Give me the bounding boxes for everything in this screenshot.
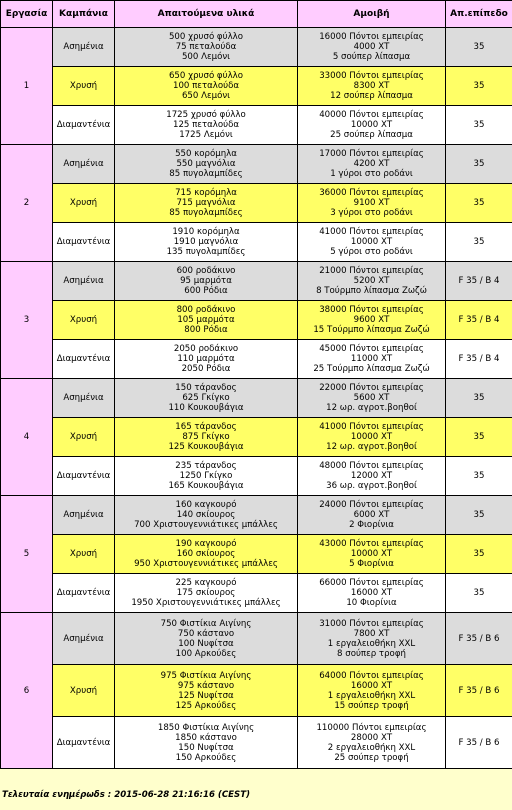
- header-materials: Απαιτούμενα υλικά: [115, 1, 298, 28]
- reward-cell: [298, 535, 446, 574]
- reward-line: 10000 ΧΤ: [350, 237, 393, 247]
- material-line: 800 ροδάκινο: [176, 305, 236, 315]
- campaign-cell: Διαμαντένια: [53, 340, 115, 379]
- header-row: [1, 1, 512, 28]
- material-line: 190 καγκουρό: [175, 539, 237, 549]
- campaign-cell: Ασημένια: [53, 262, 115, 301]
- material-line: 715 μαγνόλια: [176, 198, 236, 208]
- table-row: [1, 717, 512, 769]
- material-line: 140 σκίουρος: [176, 510, 236, 520]
- reward-line: 10000 ΧΤ: [350, 432, 393, 442]
- material-line: 550 κορόμηλα: [175, 149, 237, 159]
- material-line: 1910 κορόμηλα: [172, 227, 240, 237]
- material-line: 2050 ροδάκινο: [173, 344, 239, 354]
- level-cell: 35: [446, 418, 512, 457]
- material-line: 125 Νυφίτσα: [178, 690, 234, 701]
- material-line: 160 σκίουρος: [176, 549, 236, 559]
- reward-line: 33000 Πόντοι εμπειρίας: [319, 71, 424, 81]
- material-line: 95 μαρμότα: [180, 276, 232, 286]
- reward-cell: [298, 418, 446, 457]
- materials-cell: [115, 184, 298, 223]
- task-number: 4: [1, 379, 53, 496]
- reward-cell: [298, 665, 446, 717]
- level-cell: 35: [446, 457, 512, 496]
- reward-line: 12 ωρ. αγροτ.βοηθοί: [326, 442, 417, 452]
- reward-line: 7800 ΧΤ: [353, 628, 390, 639]
- materials-cell: [115, 379, 298, 418]
- reward-cell: [298, 145, 446, 184]
- campaign-cell: Διαμαντένια: [53, 717, 115, 769]
- reward-line: 9100 ΧΤ: [353, 198, 390, 208]
- campaign-cell: Διαμαντένια: [53, 457, 115, 496]
- reward-line: 40000 Πόντοι εμπειρίας: [319, 110, 424, 120]
- level-cell: 35: [446, 535, 512, 574]
- material-line: 125 Κουκουβάγια: [168, 442, 244, 452]
- table-row: [1, 106, 512, 145]
- reward-line: 41000 Πόντοι εμπειρίας: [319, 227, 424, 237]
- table-row: [1, 613, 512, 665]
- reward-cell: [298, 184, 446, 223]
- table-row: [1, 145, 512, 184]
- table-row: [1, 535, 512, 574]
- campaign-cell: Χρυσή: [53, 665, 115, 717]
- table-row: [1, 340, 512, 379]
- reward-line: 41000 Πόντοι εμπειρίας: [319, 422, 424, 432]
- task-number: 5: [1, 496, 53, 613]
- reward-line: 11000 ΧΤ: [350, 354, 393, 364]
- reward-line: 28000 ΧΤ: [350, 732, 393, 743]
- level-cell: 35: [446, 145, 512, 184]
- materials-cell: [115, 28, 298, 67]
- material-line: 150 Αρκούδες: [175, 752, 237, 763]
- material-line: 875 Γκίγκο: [182, 432, 230, 442]
- reward-line: 17000 Πόντοι εμπειρίας: [319, 149, 424, 159]
- material-line: 150 Νυφίτσα: [178, 742, 234, 753]
- reward-line: 10000 ΧΤ: [350, 549, 393, 559]
- level-cell: 35: [446, 28, 512, 67]
- material-line: 600 ροδάκινο: [176, 266, 236, 276]
- reward-cell: [298, 574, 446, 613]
- level-cell: 35: [446, 496, 512, 535]
- reward-line: 110000 Πόντοι εμπειρίας: [316, 722, 427, 733]
- reward-line: 25 Τούρμπο λίπασμα Ζωζώ: [313, 364, 430, 374]
- table-row: [1, 223, 512, 262]
- campaign-cell: Χρυσή: [53, 535, 115, 574]
- material-line: 750 Φιστίκια Αιγίνης: [160, 618, 252, 629]
- material-line: 85 πυγολαμπίδες: [169, 208, 243, 218]
- reward-line: 4000 ΧΤ: [353, 42, 390, 52]
- reward-line: 9600 ΧΤ: [353, 315, 390, 325]
- material-line: 225 καγκουρό: [175, 578, 237, 588]
- level-cell: 35: [446, 574, 512, 613]
- header-reward: Αμοιβή: [298, 1, 446, 28]
- level-cell: F 35 / B 6: [446, 613, 512, 665]
- material-line: 165 τάρανδος: [175, 422, 237, 432]
- reward-line: 38000 Πόντοι εμπειρίας: [319, 305, 424, 315]
- level-cell: 35: [446, 106, 512, 145]
- material-line: 650 χρυσό φύλλο: [168, 71, 244, 81]
- material-line: 235 τάρανδος: [175, 461, 237, 471]
- table-row: [1, 184, 512, 223]
- material-line: 1850 κάστανο: [175, 732, 237, 743]
- reward-cell: [298, 223, 446, 262]
- material-line: 175 σκίουρος: [176, 588, 236, 598]
- materials-cell: [115, 613, 298, 665]
- reward-line: 6000 ΧΤ: [353, 510, 390, 520]
- campaign-cell: Ασημένια: [53, 28, 115, 67]
- reward-line: 8 σούπερ τροφή: [337, 648, 406, 659]
- table-row: [1, 28, 512, 67]
- reward-cell: [298, 496, 446, 535]
- reward-line: 5 σούπερ λίπασμα: [332, 52, 411, 62]
- reward-line: 1 γύροι στο ροδάνι: [330, 169, 413, 179]
- material-line: 950 Χριστουγεννιάτικες μπάλλες: [134, 559, 278, 569]
- campaign-cell: Ασημένια: [53, 496, 115, 535]
- reward-line: 16000 Πόντοι εμπειρίας: [319, 32, 424, 42]
- reward-cell: [298, 262, 446, 301]
- task-number: 6: [1, 613, 53, 769]
- reward-line: 36 ωρ. αγροτ.βοηθοί: [326, 481, 417, 491]
- materials-cell: [115, 496, 298, 535]
- reward-line: 31000 Πόντοι εμπειρίας: [319, 618, 424, 629]
- materials-cell: [115, 106, 298, 145]
- reward-line: 22000 Πόντοι εμπειρίας: [319, 383, 424, 393]
- materials-cell: [115, 340, 298, 379]
- reward-line: 5600 ΧΤ: [353, 393, 390, 403]
- campaign-cell: Διαμαντένια: [53, 574, 115, 613]
- materials-cell: [115, 535, 298, 574]
- reward-cell: [298, 613, 446, 665]
- level-cell: F 35 / B 4: [446, 340, 512, 379]
- table-row: [1, 457, 512, 496]
- material-line: 715 κορόμηλα: [175, 188, 237, 198]
- material-line: 150 τάρανδος: [175, 383, 237, 393]
- reward-line: 66000 Πόντοι εμπειρίας: [319, 578, 424, 588]
- table-row: [1, 379, 512, 418]
- reward-line: 36000 Πόντοι εμπειρίας: [319, 188, 424, 198]
- reward-line: 21000 Πόντοι εμπειρίας: [319, 266, 424, 276]
- material-line: 550 μαγνόλια: [176, 159, 236, 169]
- reward-cell: [298, 340, 446, 379]
- materials-cell: [115, 717, 298, 769]
- material-line: 500 Λεμόνι: [181, 52, 231, 62]
- reward-line: 3 γύροι στο ροδάνι: [330, 208, 413, 218]
- material-line: 1910 μαγνόλια: [173, 237, 239, 247]
- table-row: [1, 301, 512, 340]
- material-line: 125 Αρκούδες: [175, 700, 237, 711]
- material-line: 1850 Φιστίκια Αιγίνης: [157, 722, 255, 733]
- reward-cell: [298, 717, 446, 769]
- task-number: 1: [1, 28, 53, 145]
- level-cell: F 35 / B 4: [446, 262, 512, 301]
- material-line: 1250 Γκίγκο: [179, 471, 233, 481]
- table-row: [1, 665, 512, 717]
- material-line: 105 μαρμότα: [177, 315, 235, 325]
- reward-cell: [298, 457, 446, 496]
- level-cell: F 35 / B 4: [446, 301, 512, 340]
- material-line: 1950 Χριστουγεννιάτικες μπάλλες: [131, 598, 281, 608]
- reward-line: 5200 ΧΤ: [353, 276, 390, 286]
- materials-cell: [115, 223, 298, 262]
- reward-line: 43000 Πόντοι εμπειρίας: [319, 539, 424, 549]
- table-row: [1, 496, 512, 535]
- reward-cell: [298, 28, 446, 67]
- material-line: 110 μαρμότα: [177, 354, 235, 364]
- materials-cell: [115, 145, 298, 184]
- material-line: 975 Φιστίκια Αιγίνης: [160, 670, 252, 681]
- reward-line: 16000 ΧΤ: [350, 680, 393, 691]
- material-line: 500 χρυσό φύλλο: [168, 32, 244, 42]
- campaign-cell: Χρυσή: [53, 67, 115, 106]
- table-row: [1, 418, 512, 457]
- materials-cell: [115, 67, 298, 106]
- reward-line: 15 σούπερ τροφή: [334, 700, 409, 711]
- material-line: 160 καγκουρό: [175, 500, 237, 510]
- reward-line: 25 σούπερ τροφή: [334, 752, 409, 763]
- table-body: [1, 28, 512, 769]
- header-campaign: Καμπάνια: [53, 1, 115, 28]
- table-row: [1, 574, 512, 613]
- reward-line: 5 Φιορίνια: [349, 559, 394, 569]
- reward-line: 10000 ΧΤ: [350, 120, 393, 130]
- material-line: 135 πυγολαμπίδες: [166, 247, 246, 257]
- campaign-cell: Χρυσή: [53, 418, 115, 457]
- material-line: 600 Ρόδια: [184, 286, 228, 296]
- table-row: [1, 67, 512, 106]
- material-line: 100 πεταλούδα: [172, 81, 240, 91]
- reward-line: 45000 Πόντοι εμπειρίας: [319, 344, 424, 354]
- campaign-cell: Χρυσή: [53, 301, 115, 340]
- task-number: 3: [1, 262, 53, 379]
- material-line: 75 πεταλούδα: [175, 42, 237, 52]
- last-updated: Τελευταία ενημέρωδs : 2015-06-28 21:16:16 (CEST): [2, 790, 251, 800]
- reward-line: 25 σούπερ λίπασμα: [330, 130, 413, 140]
- campaign-cell: Ασημένια: [53, 145, 115, 184]
- materials-cell: [115, 665, 298, 717]
- material-line: 1725 χρυσό φύλλο: [166, 110, 246, 120]
- campaign-cell: Διαμαντένια: [53, 223, 115, 262]
- material-line: 110 Κουκουβάγια: [168, 403, 244, 413]
- material-line: 100 Αρκούδες: [175, 648, 237, 659]
- reward-cell: [298, 379, 446, 418]
- materials-cell: [115, 574, 298, 613]
- materials-cell: [115, 301, 298, 340]
- materials-cell: [115, 262, 298, 301]
- reward-line: 15 Τούρμπο λίπασμα Ζωζώ: [313, 325, 430, 335]
- reward-cell: [298, 301, 446, 340]
- level-cell: 35: [446, 223, 512, 262]
- reward-line: 48000 Πόντοι εμπειρίας: [319, 461, 424, 471]
- reward-line: 12 σούπερ λίπασμα: [330, 91, 413, 101]
- campaign-cell: Ασημένια: [53, 613, 115, 665]
- level-cell: 35: [446, 184, 512, 223]
- reward-line: 1 εργαλειοθήκη XXL: [327, 690, 416, 701]
- reward-line: 8 Τούρμπο λίπασμα Ζωζώ: [316, 286, 427, 296]
- reward-line: 12000 ΧΤ: [350, 471, 393, 481]
- task-number: 2: [1, 145, 53, 262]
- material-line: 100 Νυφίτσα: [178, 638, 234, 649]
- material-line: 750 κάστανο: [177, 628, 235, 639]
- material-line: 2050 Ρόδια: [181, 364, 231, 374]
- reward-line: 4200 ΧΤ: [353, 159, 390, 169]
- level-cell: F 35 / B 6: [446, 717, 512, 769]
- reward-line: 8300 ΧΤ: [353, 81, 390, 91]
- campaign-cell: Χρυσή: [53, 184, 115, 223]
- material-line: 165 Κουκουβάγια: [168, 481, 244, 491]
- reward-line: 12 ωρ. αγροτ.βοηθοί: [326, 403, 417, 413]
- table-row: [1, 262, 512, 301]
- reward-line: 5 γύροι στο ροδάνι: [330, 247, 413, 257]
- reward-line: 24000 Πόντοι εμπειρίας: [319, 500, 424, 510]
- material-line: 85 πυγολαμπίδες: [169, 169, 243, 179]
- campaign-cell: Ασημένια: [53, 379, 115, 418]
- level-cell: F 35 / B 6: [446, 665, 512, 717]
- header-level: Απ.επίπεδο: [446, 1, 512, 28]
- material-line: 975 κάστανο: [177, 680, 235, 691]
- material-line: 650 Λεμόνι: [181, 91, 231, 101]
- material-line: 800 Ρόδια: [184, 325, 228, 335]
- material-line: 625 Γκίγκο: [182, 393, 230, 403]
- reward-line: 10 Φιορίνια: [346, 598, 397, 608]
- header-task: Εργασία: [1, 1, 53, 28]
- material-line: 700 Χριστουγεννιάτικες μπάλλες: [134, 520, 278, 530]
- materials-cell: [115, 457, 298, 496]
- reward-line: 64000 Πόντοι εμπειρίας: [319, 670, 424, 681]
- reward-line: 2 εργαλειοθήκη XXL: [327, 742, 416, 753]
- reward-cell: [298, 106, 446, 145]
- material-line: 125 πεταλούδα: [172, 120, 240, 130]
- materials-cell: [115, 418, 298, 457]
- reward-line: 16000 ΧΤ: [350, 588, 393, 598]
- reward-line: 2 Φιορίνια: [349, 520, 394, 530]
- material-line: 1725 Λεμόνι: [179, 130, 233, 140]
- level-cell: 35: [446, 67, 512, 106]
- campaign-cell: Διαμαντένια: [53, 106, 115, 145]
- reward-line: 1 εργαλειοθήκη XXL: [327, 638, 416, 649]
- level-cell: 35: [446, 379, 512, 418]
- reward-cell: [298, 67, 446, 106]
